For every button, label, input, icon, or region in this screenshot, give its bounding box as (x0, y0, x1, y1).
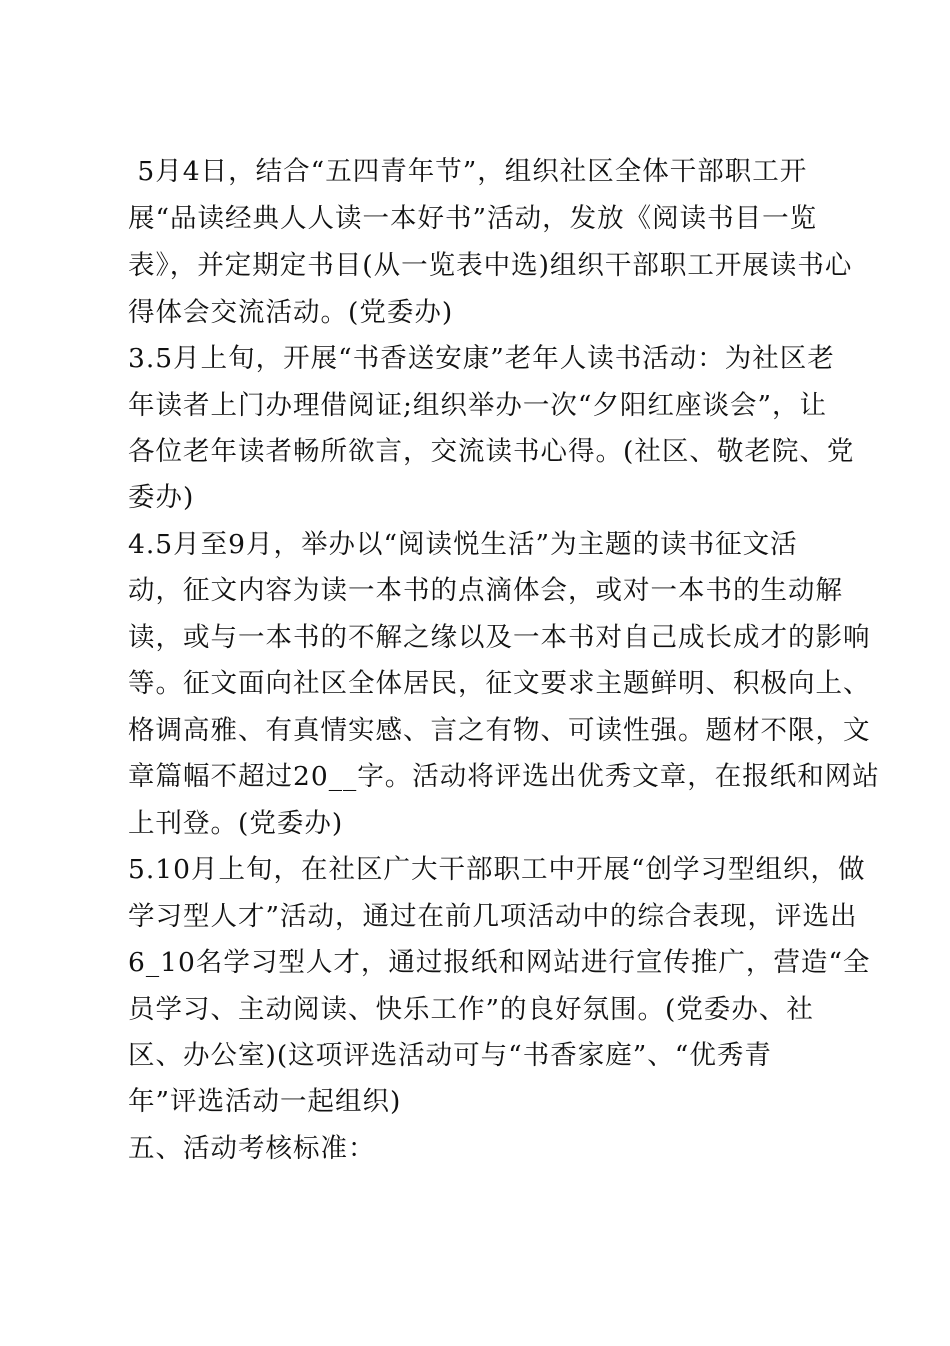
paragraph-line-4: 得体会交流活动。(党委办) (128, 297, 454, 328)
paragraph-line-1: 5月4日，结合“五四青年节”，组织社区全体干部职工开 (128, 156, 808, 187)
paragraph-line-9: 4.5月至9月，举办以“阅读悦生活”为主题的读书征文活 (128, 529, 798, 560)
paragraph-line-19: 员学习、主动阅读、快乐工作”的良好氛围。(党委办、社 (128, 994, 814, 1025)
paragraph-line-8: 委办) (128, 482, 195, 513)
paragraph-line-13: 格调高雅、有真情实感、言之有物、可读性强。题材不限，文 (128, 715, 871, 746)
paragraph-line-10: 动，征文内容为读一本书的点滴体会，或对一本书的生动解 (128, 575, 843, 606)
paragraph-line-11: 读，或与一本书的不解之缘以及一本书对自己成长成才的影响 (128, 622, 871, 653)
paragraph-line-14: 章篇幅不超过20__字。活动将评选出优秀文章，在报纸和网站 (128, 761, 880, 792)
paragraph-line-17: 学习型人才”活动，通过在前几项活动中的综合表现，评选出 (128, 901, 858, 932)
paragraph-line-3: 表》，并定期定书目(从一览表中选)组织干部职工开展读书心 (128, 250, 853, 281)
paragraph-line-16: 5.10月上旬，在社区广大干部职工中开展“创学习型组织，做 (128, 854, 866, 885)
paragraph-line-7: 各位老年读者畅所欲言，交流读书心得。(社区、敬老院、党 (128, 436, 855, 467)
paragraph-line-12: 等。征文面向社区全体居民，征文要求主题鲜明、积极向上、 (128, 668, 871, 699)
paragraph-line-5: 3.5月上旬，开展“书香送安康”老年人读书活动：为社区老 (128, 343, 835, 374)
paragraph-line-20: 区、办公室)(这项评选活动可与“书香家庭”、“优秀青 (128, 1040, 772, 1071)
paragraph-line-2: 展“品读经典人人读一本好书”活动，发放《阅读书目一览 (128, 203, 818, 234)
paragraph-line-6: 年读者上门办理借阅证;组织举办一次“夕阳红座谈会”，让 (128, 390, 828, 421)
paragraph-line-21: 年”评选活动一起组织) (128, 1086, 402, 1117)
section-heading: 五、活动考核标准： (128, 1133, 376, 1164)
paragraph-line-18: 6_10名学习型人才，通过报纸和网站进行宣传推广，营造“全 (128, 947, 871, 978)
paragraph-line-15: 上刊登。(党委办) (128, 808, 344, 839)
